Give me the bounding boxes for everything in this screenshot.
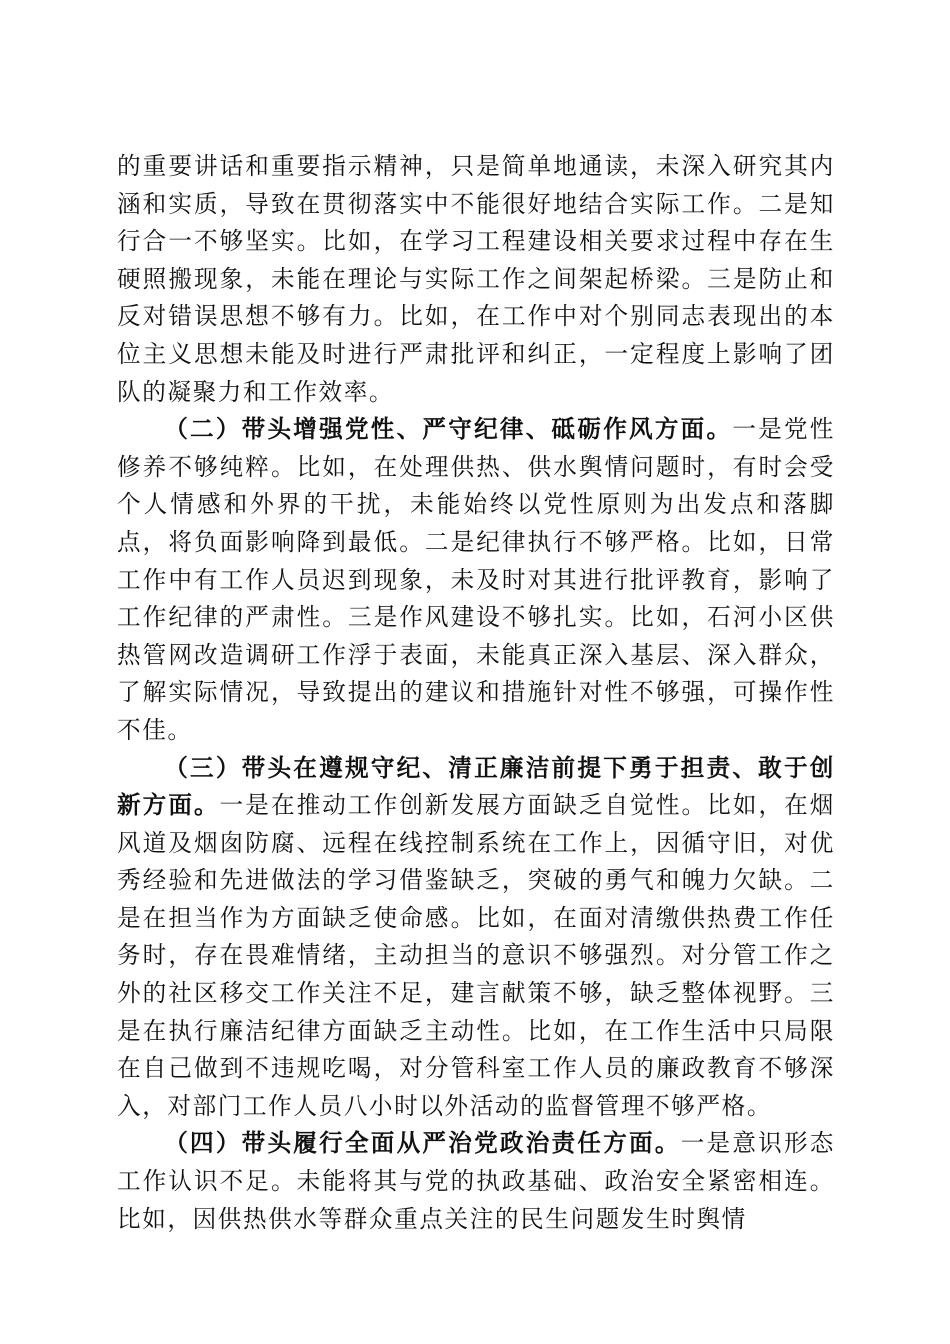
paragraph-3 xyxy=(117,750,835,1126)
document-body xyxy=(117,148,835,1238)
paragraph-3-text: 一是在推动工作创新发展方面缺乏自觉性。比如，在烟风道及烟囱防腐、远程在线控制系统在工作上，因循守旧，对优秀经验和先进做法的学习借鉴缺乏，突破的勇气和魄力欠缺。二是在担当作为方面缺乏使命感。比如，在面对清缴供热费工作任务时，存在畏难情绪，主动担当的意识不够强烈。对分管工作之外的社区移交工作关注不足，建言献策不够，缺乏整体视野。三是在执行廉洁纪律方面缺乏主动性。比如，在工作生活中只局限在自己做到不违规吃喝，对分管科室工作人员的廉政教育不够深入，对部门工作人员八小时以外活动的监督管理不够严格。 xyxy=(117,791,835,1120)
paragraph-2-heading: （二）带头增强党性、严守纪律、砥砺作风方面。 xyxy=(164,415,733,444)
paragraph-2 xyxy=(117,411,835,749)
paragraph-4-text: 一是意识形态工作认识不足。未能将其与党的执政基础、政治安全紧密相连。比如，因供热供水等群众重点关注的民生问题发生时舆情 xyxy=(117,1129,836,1233)
paragraph-4 xyxy=(117,1125,835,1238)
paragraph-1 xyxy=(117,148,835,411)
paragraph-4-heading: （四）带头履行全面从严治党政治责任方面。 xyxy=(164,1129,681,1158)
paragraph-3-heading: （三）带头在遵规守纪、清正廉洁前提下勇于担责、敢于创新方面。 xyxy=(117,753,835,820)
paragraph-2-text: 一是党性修养不够纯粹。比如，在处理供热、供水舆情问题时，有时会受个人情感和外界的干扰，未能始终以党性原则为出发点和落脚点，将负面影响降到最低。二是纪律执行不够严格。比如，日常工作中有工作人员迟到现象，未及时对其进行批评教育，影响了工作纪律的严肃性。三是作风建设不够扎实。比如，石河小区供热管网改造调研工作浮于表面，未能真正深入基层、深入群众，了解实际情况，导致提出的建议和措施针对性不够强，可操作性不佳。 xyxy=(117,415,835,744)
paragraph-1-text: 的重要讲话和重要指示精神，只是简单地通读，未深入研究其内涵和实质，导致在贯彻落实中不能很好地结合实际工作。二是知行合一不够坚实。比如，在学习工程建设相关要求过程中存在生硬照搬现象，未能在理论与实际工作之间架起桥梁。三是防止和反对错误思想不够有力。比如，在工作中对个别同志表现出的本位主义思想未能及时进行严肃批评和纠正，一定程度上影响了团队的凝聚力和工作效率。 xyxy=(117,152,835,406)
